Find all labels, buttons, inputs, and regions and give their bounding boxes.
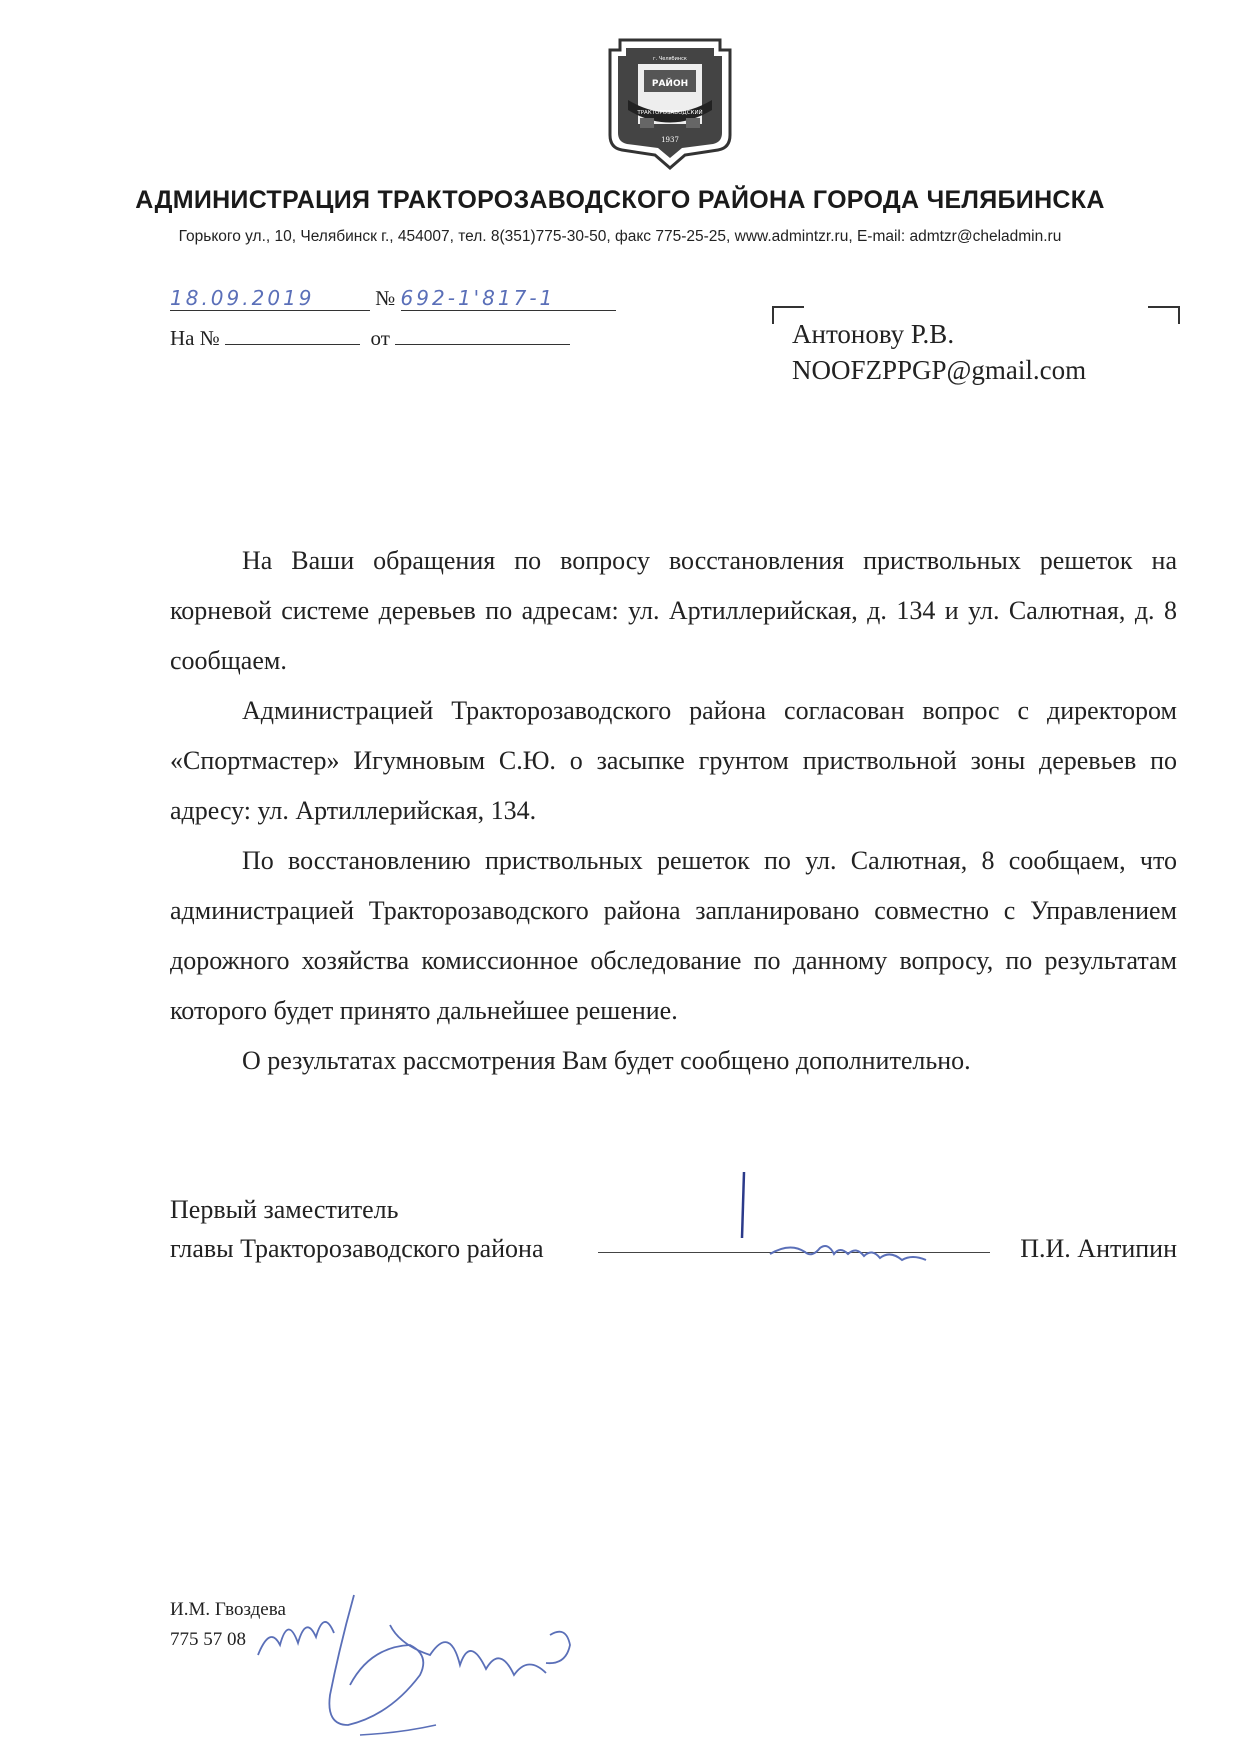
emblem-top-text: г. Челябинск	[653, 56, 687, 62]
handwritten-signature-icon	[730, 1168, 970, 1278]
body-paragraph: На Ваши обращения по вопросу восстановления приствольных решеток на корневой системе деревьев по адресам: ул. Артиллерийская, д. 134 и ул. Салютная, д. 8 сообщаем.	[170, 546, 1177, 675]
number-label: №	[375, 286, 396, 310]
reference-date-blank	[395, 324, 570, 345]
district-coat-of-arms-icon	[600, 30, 740, 170]
emblem-center-text: РАЙОН	[651, 79, 689, 89]
addressee-name: Антонову Р.В.	[792, 319, 955, 349]
addressee-email: NOOFZPPGP@gmail.com	[792, 355, 1087, 385]
executor-phone: 775 57 08	[170, 1629, 246, 1650]
reference-label: На №	[170, 326, 220, 350]
from-label: от	[370, 326, 390, 350]
handwritten-initials-icon	[250, 1585, 590, 1745]
signatory-name: П.И. Антипин	[1020, 1234, 1177, 1263]
reference-number-blank	[225, 324, 360, 345]
organization-contacts: Горького ул., 10, Челябинск г., 454007, тел. 8(351)775-30-50, факс 775-25-25, www.admintzr.ru, E-mail: admtzr@cheladmin.ru	[178, 228, 1062, 245]
executor-name: И.М. Гвоздева	[170, 1599, 286, 1620]
emblem-band-text: ТРАКТОРОЗАВОДСКИЙ	[637, 110, 703, 116]
registration-line	[170, 286, 616, 311]
addressee	[792, 316, 1086, 388]
outgoing-number: 692-1'817-1	[401, 286, 616, 311]
organization-title: АДМИНИСТРАЦИЯ ТРАКТОРОЗАВОДСКОГО РАЙОНА ГОРОДА ЧЕЛЯБИНСКА	[135, 186, 1105, 214]
emblem-year: 1937	[661, 136, 679, 144]
addressee-corner-right	[1148, 306, 1180, 324]
letter-body	[170, 536, 1177, 1086]
signatory-position-line1: Первый заместитель	[170, 1195, 399, 1224]
signatory-position-line2: главы Тракторозаводского района	[170, 1234, 544, 1263]
body-paragraph: Администрацией Тракторозаводского района согласован вопрос с директором «Спортмастер» Игумновым С.Ю. о засыпке грунтом приствольной зоны деревьев по адресу: ул. Артиллерийская, 134.	[170, 696, 1177, 825]
reference-line	[170, 324, 570, 351]
outgoing-date: 18.09.2019	[170, 286, 370, 311]
body-paragraph: О результатах рассмотрения Вам будет сообщено дополнительно.	[242, 1046, 971, 1075]
signature-block	[170, 1190, 1177, 1268]
body-paragraph: По восстановлению приствольных решеток по ул. Салютная, 8 сообщаем, что администрацией Тракторозаводского района запланировано совместно с Управлением дорожного хозяйства комиссионное обследование по данному вопросу, по результатам которого будет принято дальнейшее решение.	[170, 846, 1177, 1025]
